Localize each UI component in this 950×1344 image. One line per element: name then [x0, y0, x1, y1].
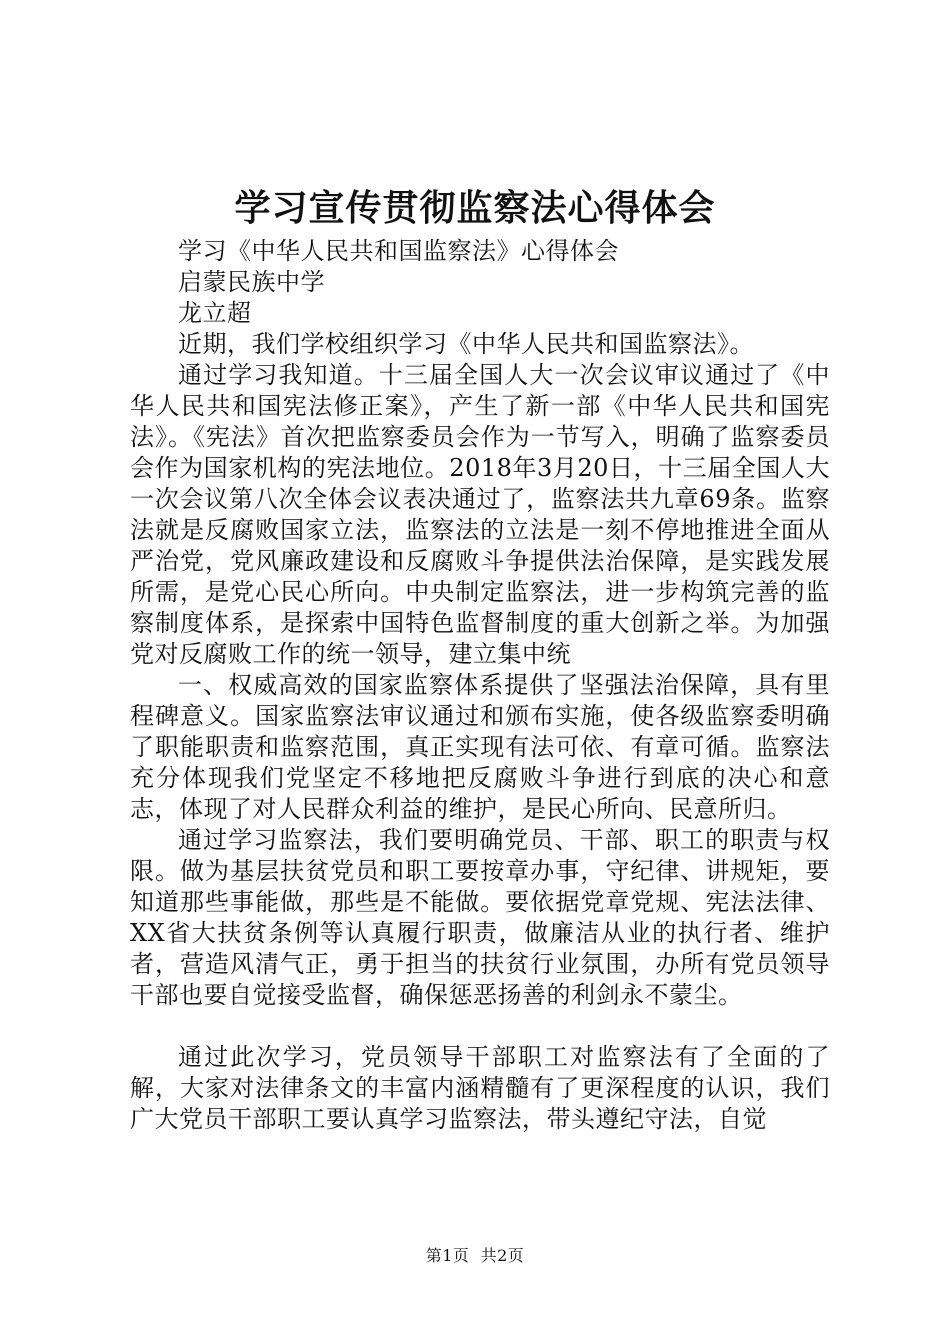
document-body [130, 236, 830, 1135]
school-line: 启蒙民族中学 [178, 268, 325, 296]
paragraph: 通过学习我知道。十三届全国人大一次会议审议通过了《中华人民共和国宪法修正案》，产生了新一部《中华人民共和国宪法》。《宪法》首次把监察委员会作为一节写入，明确了监察委员会作为国家机构的宪法地位。2018年3月20日，十三届全国人大一次会议第八次全体会议表决通过了，监察法共九章69条。监察法就是反腐败国家立法，监察法的立法是一刻不停地推进全面从严治党，党风廉政建设和反腐败斗争提供法治保障，是实践发展所需，是党心民心所向。中央制定监察法，进一步构筑完善的监察制度体系，是探索中国特色监督制度的重大创新之举。为加强党对反腐败工作的统一领导，建立集中统 [130, 361, 830, 668]
author-line: 龙立超 [178, 299, 252, 327]
paragraph: 近期，我们学校组织学习《中华人民共和国监察法》。 [178, 330, 754, 358]
paragraph: 通过此次学习，党员领导干部职工对监察法有了全面的了解，大家对法律条文的丰富内涵精髓有了更深程度的认识，我们广大党员干部职工要认真学习监察法，带头遵纪守法，自觉 [130, 1043, 830, 1133]
page-number: 第1页 共2页 [425, 1246, 525, 1265]
document-title: 学习宣传贯彻监察法心得体会 [234, 187, 716, 229]
paragraph: 一、权威高效的国家监察体系提供了坚强法治保障，具有里程碑意义。国家监察法审议通过和颁布实施，使各级监察委明确了职能职责和监察范围，真正实现有法可依、有章可循。监察法充分体现我们党坚定不移地把反腐败斗争进行到底的决心和意志，体现了对人民群众利益的维护，是民心所向、民意所归。 [130, 671, 830, 823]
subtitle-line: 学习《中华人民共和国监察法》心得体会 [178, 237, 619, 265]
paragraph: 通过学习监察法，我们要明确党员、干部、职工的职责与权限。做为基层扶贫党员和职工要按章办事，守纪律、讲规矩，要知道那些事能做，那些是不能做。要依据党章党规、宪法法律、XX省大扶贫条例等认真履行职责，做廉洁从业的执行者、维护者，营造风清气正，勇于担当的扶贫行业氛围，办所有党员领导干部也要自觉接受监督，确保惩恶扬善的利剑永不蒙尘。 [130, 826, 830, 1009]
